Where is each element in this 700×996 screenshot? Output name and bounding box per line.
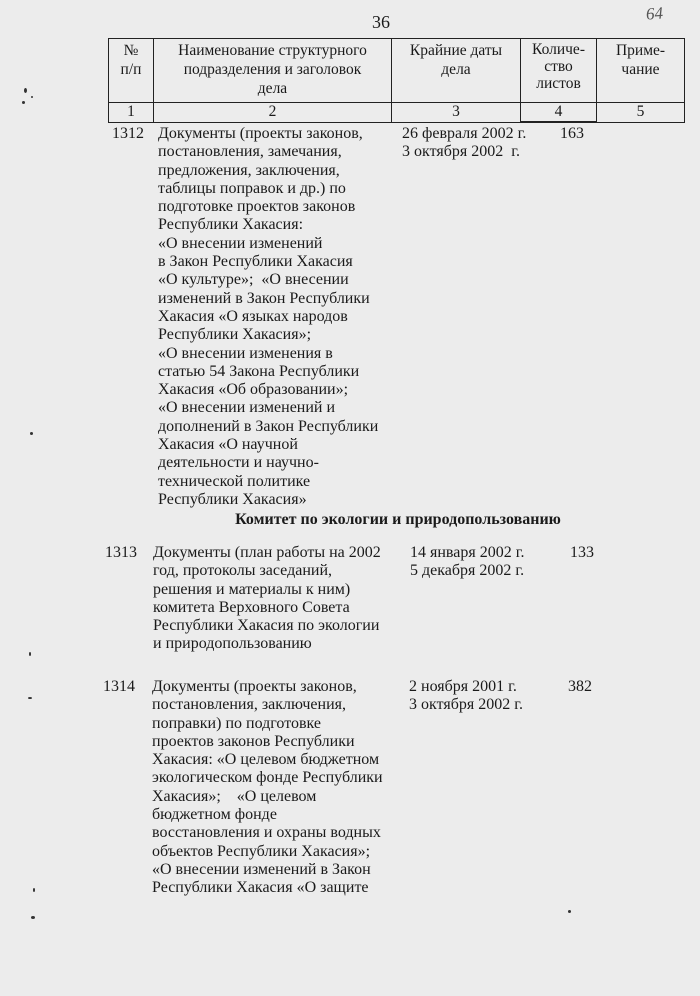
column-number-3: 3 (392, 103, 521, 123)
column-number-2: 2 (154, 103, 392, 123)
entry-dates: 2 ноября 2001 г. 3 октября 2002 г. (409, 678, 523, 714)
column-header-number: № п/п (109, 39, 154, 103)
handwritten-page-number: 64 (645, 3, 664, 24)
scan-speck (29, 652, 31, 656)
column-header-sheets: Количе- ство листов (521, 39, 597, 103)
entry-number: 1314 (103, 678, 135, 695)
entry-dates: 26 февраля 2002 г. 3 октября 2002 г. (402, 125, 527, 161)
scan-speck (24, 88, 27, 93)
entry-title: Документы (проекты законов, постановления, замечания, предложения, заключения, таблицы поправок и др.) по подготовке проектов законов Республики Хакасия: «О внесении изменений в Закон Республики Хакасия «О культуре»; «О внесении изменений в Закон Республики Хакасия «О языках народов Республики Хакасия»; «О внесении изменения в статью 54 Закона Республики Хакасия «Об образовании»; «О внесении изменений и дополнений в Закон Республики Хакасия «О научной деятельности и научно- технической политике Республики Хакасия» (158, 125, 379, 508)
page-number: 36 (372, 12, 390, 32)
entry-number: 1313 (105, 544, 137, 561)
scan-speck (33, 888, 35, 892)
scan-speck (31, 916, 35, 919)
scan-speck (28, 697, 32, 699)
entry-sheets: 382 (568, 678, 592, 695)
table-header (108, 38, 685, 123)
entry-sheets: 133 (570, 544, 594, 561)
column-number-1: 1 (109, 103, 154, 123)
entry-number: 1312 (112, 125, 144, 142)
column-header-title: Наименование структурного подразделения и заголовок дела (154, 39, 392, 103)
column-header-dates: Крайние даты дела (392, 39, 521, 103)
section-heading: Комитет по экологии и природопользованию (235, 511, 561, 528)
scan-speck (568, 910, 571, 913)
column-header-notes: Приме- чание (597, 39, 685, 103)
scan-speck (30, 432, 33, 435)
scan-speck (22, 101, 25, 104)
column-number-4: 4 (521, 103, 597, 123)
entry-sheets: 163 (560, 125, 584, 142)
column-number-5: 5 (597, 103, 685, 123)
entry-title: Документы (план работы на 2002 год, протоколы заседаний, решения и материалы к ним) комитета Верховного Совета Республики Хакасия по экологии и природопользованию (153, 544, 381, 653)
entry-title: Документы (проекты законов, постановления, заключения, поправки) по подготовке проектов законов Республики Хакасия: «О целевом бюджетном экологическом фонде Республики Хакасия»; «О целевом бюджетном фонде восстановления и охраны водных объектов Республики Хакасия»; «О внесении изменений в Закон Республики Хакасия «О защите (152, 678, 383, 897)
entry-dates: 14 января 2002 г. 5 декабря 2002 г. (410, 544, 525, 580)
scan-speck (31, 96, 33, 98)
